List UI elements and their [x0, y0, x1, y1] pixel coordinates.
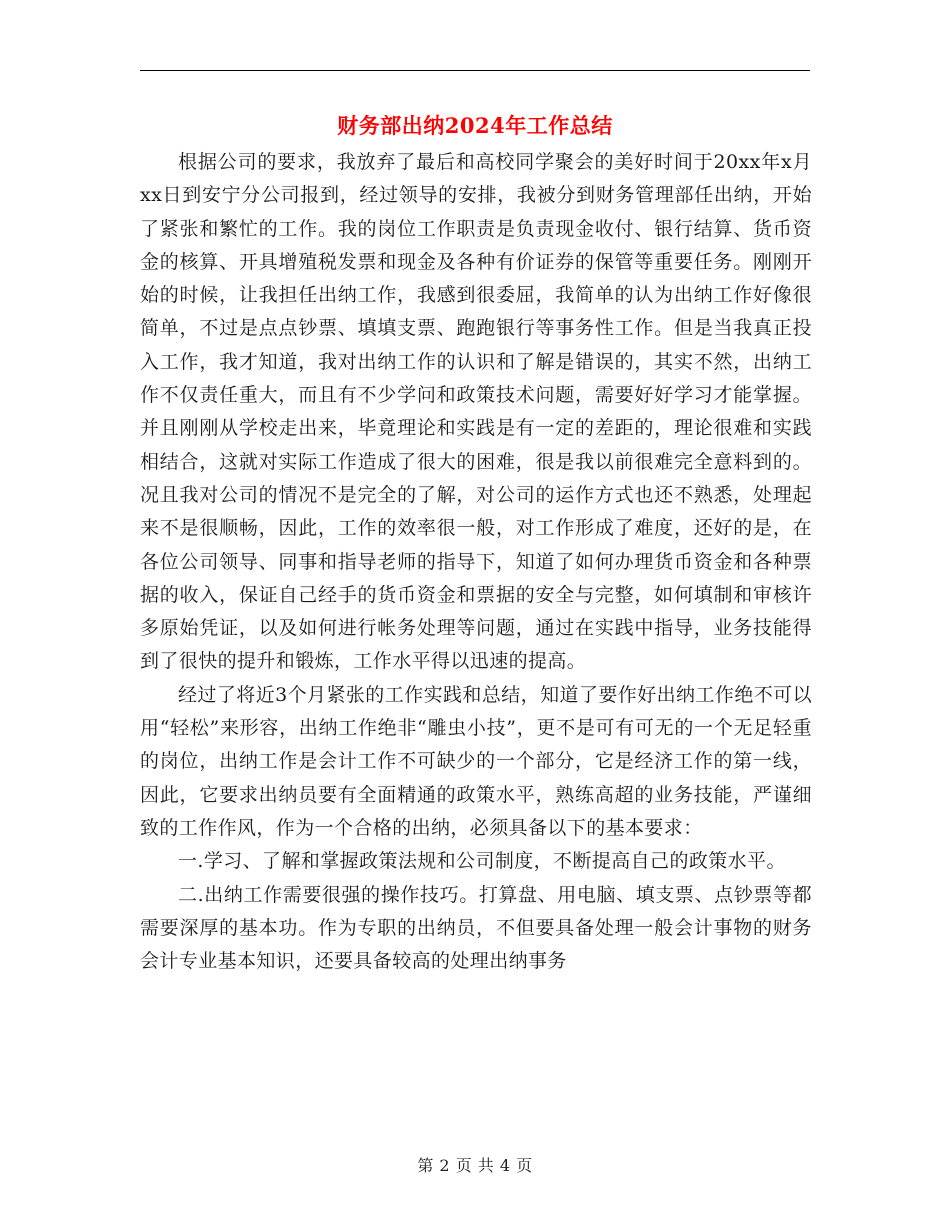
document-body [140, 146, 812, 978]
page-number-footer: 第 2 页 共 4 页 [417, 1156, 533, 1175]
paragraph-summary: 经过了将近3个月紧张的工作实践和总结，知道了要作好出纳工作绝不可以用“轻松”来形容，出纳工作绝非“雕虫小技”，更不是可有可无的一个无足轻重的岗位，出纳工作是会计工作不可缺少的一个部分，它是经济工作的第一线，因此，它要求出纳员要有全面精通的政策水平，熟练高超的业务技能，严谨细致的工作作风，作为一个合格的出纳，必须具备以下的基本要求： [140, 683, 812, 839]
paragraph-item-2: 二.出纳工作需要很强的操作技巧。打算盘、用电脑、填支票、点钞票等都需要深厚的基本功。作为专职的出纳员，不但要具备处理一般会计事物的财务会计专业基本知识，还要具备较高的处理出纳事务 [140, 883, 812, 973]
paragraph-intro: 根据公司的要求，我放弃了最后和高校同学聚会的美好时间于20xx年x月xx日到安宁分公司报到，经过领导的安排，我被分到财务管理部任出纳，开始了紧张和繁忙的工作。我的岗位工作职责是负责现金收付、银行结算、货币资金的核算、开具增殖税发票和现金及各种有价证券的保管等重要任务。刚刚开始的时候，让我担任出纳工作，我感到很委屈，我简单的认为出纳工作好像很简单，不过是点点钞票、填填支票、跑跑银行等事务性工作。但是当我真正投入工作，我才知道，我对出纳工作的认识和了解是错误的，其实不然，出纳工作不仅责任重大，而且有不少学问和政策技术问题，需要好好学习才能掌握。并且刚刚从学校走出来，毕竟理论和实践是有一定的差距的，理论很难和实践相结合，这就对实际工作造成了很大的困难，很是我以前很难完全意料到的。况且我对公司的情况不是完全的了解，对公司的运作方式也还不熟悉，处理起来不是很顺畅，因此，工作的效率很一般，对工作形成了难度，还好的是，在各位公司领导、同事和指导老师的指导下，知道了如何办理货币资金和各种票据的收入，保证自己经手的货币资金和票据的安全与完整，如何填制和审核许多原始凭证，以及如何进行帐务处理等问题，通过在实践中指导，业务技能得到了很快的提升和锻炼，工作水平得以迅速的提高。 [140, 151, 812, 673]
header-rule [140, 70, 810, 71]
document-title: 财务部出纳2024年工作总结 [337, 113, 613, 138]
paragraph-item-1: 一.学习、了解和掌握政策法规和公司制度，不断提高自己的政策水平。 [178, 850, 786, 873]
